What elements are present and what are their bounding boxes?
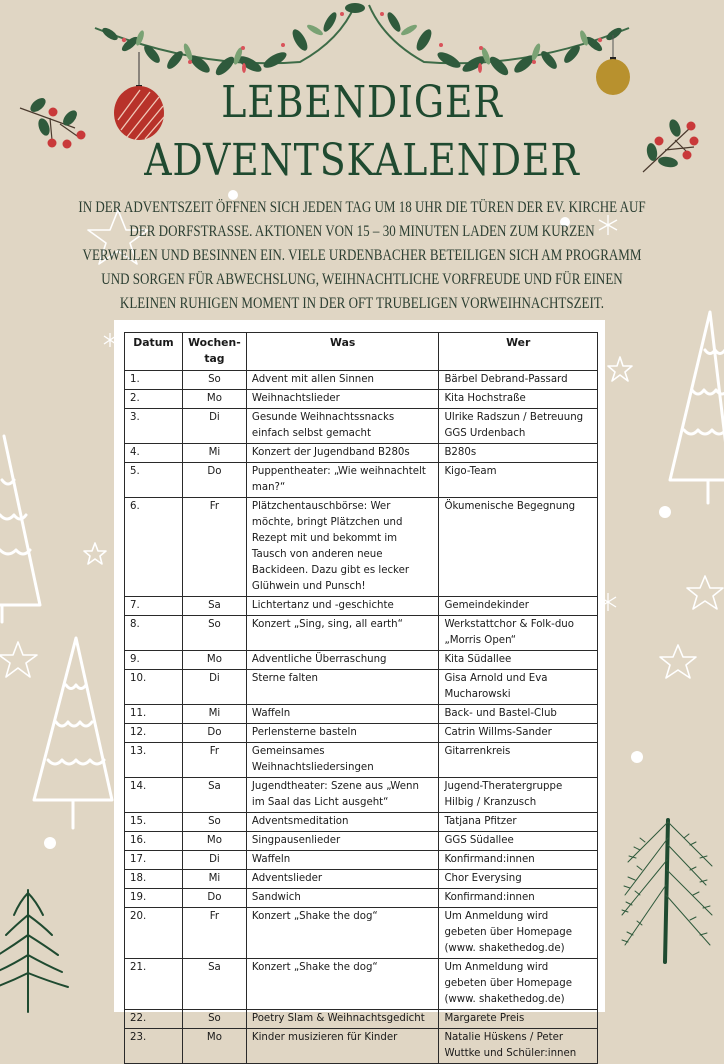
cell-wochentag: So (182, 616, 246, 651)
cell-wer: B280s (439, 444, 598, 463)
header-wochentag-line1: Wochen- (188, 336, 241, 349)
cell-was: Advent mit allen Sinnen (246, 371, 439, 390)
cell-wer: Kita Südallee (439, 651, 598, 670)
intro-line: VERWEILEN UND BESINNEN EIN. VIELE URDENBACHER BETEILIGEN SICH AM PROGRAMM (82, 247, 642, 264)
cell-wochentag: Sa (182, 778, 246, 813)
table-row (125, 498, 598, 597)
cell-datum: 8. (125, 616, 183, 651)
dot-icon (44, 837, 56, 849)
cell-wochentag: Mo (182, 651, 246, 670)
table-row (125, 371, 598, 390)
star-outline-icon (608, 357, 632, 381)
cell-wer: Bärbel Debrand-Passard (439, 371, 598, 390)
header-was: Was (246, 333, 439, 371)
tree-outline-icon (0, 436, 40, 622)
cell-was: Gesunde Weihnachtssnacks einfach selbst gemacht (246, 409, 439, 444)
cell-wer: Um Anmeldung wird gebeten über Homepage (www. shakethedog.de) (439, 959, 598, 1010)
intro-line: IN DER ADVENTSZEIT ÖFFNEN SICH JEDEN TAG UM 18 UHR DIE TÜREN DER EV. KIRCHE AUF (78, 199, 646, 216)
tree-outline-icon (34, 638, 112, 828)
cell-was: Sandwich (246, 889, 439, 908)
cell-wer: Gemeindekinder (439, 597, 598, 616)
cell-was: Puppentheater: „Wie weihnachtelt man?“ (246, 463, 439, 498)
cell-datum: 17. (125, 851, 183, 870)
cell-datum: 7. (125, 597, 183, 616)
cell-datum: 18. (125, 870, 183, 889)
table-row (125, 743, 598, 778)
header-wochentag (182, 333, 246, 371)
pine-tree-icon (0, 890, 68, 1012)
cell-datum: 5. (125, 463, 183, 498)
table-row (125, 778, 598, 813)
cell-wer: Konfirmand:innen (439, 889, 598, 908)
cell-wer: Back- und Bastel-Club (439, 705, 598, 724)
cell-datum: 2. (125, 390, 183, 409)
table-row (125, 813, 598, 832)
cell-wochentag: So (182, 1010, 246, 1029)
table-row (125, 651, 598, 670)
cell-wer: Chor Everysing (439, 870, 598, 889)
cell-was: Konzert „Shake the dog“ (246, 908, 439, 959)
cell-was: Waffeln (246, 705, 439, 724)
table-row (125, 908, 598, 959)
cell-wochentag: Mo (182, 832, 246, 851)
cell-wer: Tatjana Pfitzer (439, 813, 598, 832)
cell-was: Perlensterne basteln (246, 724, 439, 743)
cell-was: Jugendtheater: Szene aus „Wenn im Saal das Licht ausgeht“ (246, 778, 439, 813)
cell-datum: 20. (125, 908, 183, 959)
table-row (125, 1010, 598, 1029)
intro-paragraph (0, 196, 724, 316)
table-row (125, 390, 598, 409)
cell-was: Adventliche Überraschung (246, 651, 439, 670)
poster-title-line2: ADVENTSKALENDER (144, 135, 580, 186)
cell-wochentag: Mi (182, 444, 246, 463)
cell-wer: Gitarrenkreis (439, 743, 598, 778)
cell-wer: GGS Südallee (439, 832, 598, 851)
table-row (125, 832, 598, 851)
cell-datum: 12. (125, 724, 183, 743)
cell-wochentag: Di (182, 851, 246, 870)
header-wer: Wer (439, 333, 598, 371)
table-row (125, 705, 598, 724)
table-row (125, 463, 598, 498)
cell-datum: 14. (125, 778, 183, 813)
table-row (125, 870, 598, 889)
cell-was: Singpausenlieder (246, 832, 439, 851)
table-row (125, 444, 598, 463)
cell-wer: Ökumenische Begegnung (439, 498, 598, 597)
table-row (125, 959, 598, 1010)
cell-was: Sterne falten (246, 670, 439, 705)
cell-datum: 13. (125, 743, 183, 778)
garland-icon (95, 3, 629, 78)
cell-datum: 4. (125, 444, 183, 463)
cell-datum: 3. (125, 409, 183, 444)
calendar-table (124, 332, 598, 1064)
cell-wochentag: So (182, 813, 246, 832)
cell-was: Poetry Slam & Weihnachtsgedicht (246, 1010, 439, 1029)
cell-was: Weihnachtslieder (246, 390, 439, 409)
table-row (125, 889, 598, 908)
table-row (125, 670, 598, 705)
cell-wer: Um Anmeldung wird gebeten über Homepage (www. shakethedog.de) (439, 908, 598, 959)
cell-was: Waffeln (246, 851, 439, 870)
cell-was: Konzert „Shake the dog“ (246, 959, 439, 1010)
cell-was: Konzert der Jugendband B280s (246, 444, 439, 463)
table-row (125, 1029, 598, 1064)
star-outline-icon (660, 645, 696, 678)
cell-wochentag: Do (182, 463, 246, 498)
cell-wochentag: Sa (182, 959, 246, 1010)
header-datum: Datum (125, 333, 183, 371)
cell-wer: Jugend-Theratergruppe Hilbig / Kranzusch (439, 778, 598, 813)
cell-datum: 9. (125, 651, 183, 670)
cell-datum: 23. (125, 1029, 183, 1064)
tree-outline-icon (670, 312, 724, 503)
cell-wochentag: Mo (182, 390, 246, 409)
dot-icon (659, 506, 671, 518)
cell-wer: Gisa Arnold und Eva Mucharowski (439, 670, 598, 705)
cell-wer: Kita Hochstraße (439, 390, 598, 409)
star-outline-icon (687, 576, 723, 609)
cell-wer: Natalie Hüskens / Peter Wuttke und Schüler:innen (439, 1029, 598, 1064)
dot-icon (631, 751, 643, 763)
cell-wochentag: Do (182, 724, 246, 743)
intro-line: UND SORGEN FÜR ABWECHSLUNG, WEIHNACHTLICHE VORFREUDE UND FÜR EINEN (101, 271, 623, 288)
cell-datum: 22. (125, 1010, 183, 1029)
table-row (125, 597, 598, 616)
cell-wochentag: Mo (182, 1029, 246, 1064)
cell-wochentag: Di (182, 670, 246, 705)
cell-wochentag: Mi (182, 705, 246, 724)
cell-wochentag: Do (182, 889, 246, 908)
cell-wer: Werkstattchor & Folk-duo „Morris Open“ (439, 616, 598, 651)
cell-datum: 16. (125, 832, 183, 851)
cell-wer: Catrin Willms-Sander (439, 724, 598, 743)
header-wochentag-line2: tag (204, 352, 225, 365)
intro-line: KLEINEN RUHIGEN MOMENT IN DER OFT TRUBELIGEN VORWEIHNACHTSZEIT. (119, 295, 605, 312)
table-row (125, 616, 598, 651)
cell-datum: 15. (125, 813, 183, 832)
star-outline-icon (0, 642, 37, 677)
pine-tree-icon (622, 820, 712, 962)
cell-wer: Kigo-Team (439, 463, 598, 498)
star-outline-icon (84, 543, 106, 564)
cell-datum: 21. (125, 959, 183, 1010)
cell-wer: Ulrike Radszun / Betreuung GGS Urdenbach (439, 409, 598, 444)
cell-wer: Margarete Preis (439, 1010, 598, 1029)
table-row (125, 409, 598, 444)
cell-wochentag: Sa (182, 597, 246, 616)
cell-was: Kinder musizieren für Kinder (246, 1029, 439, 1064)
cell-wochentag: Fr (182, 908, 246, 959)
cell-was: Lichtertanz und -geschichte (246, 597, 439, 616)
cell-wochentag: Di (182, 409, 246, 444)
cell-wochentag: Fr (182, 743, 246, 778)
cell-datum: 1. (125, 371, 183, 390)
cell-wochentag: Fr (182, 498, 246, 597)
table-header-row (125, 333, 598, 371)
cell-datum: 11. (125, 705, 183, 724)
cell-datum: 6. (125, 498, 183, 597)
cell-was: Plätzchentauschbörse: Wer möchte, bringt Plätzchen und Rezept mit und bekommt im Tausch von anderen neue Backideen. Dazu gibt es lecker Glühwein und Punsch! (246, 498, 439, 597)
cell-wer: Konfirmand:innen (439, 851, 598, 870)
cell-was: Gemeinsames Weihnachtsliedersingen (246, 743, 439, 778)
cell-datum: 19. (125, 889, 183, 908)
cell-was: Adventslieder (246, 870, 439, 889)
table-row (125, 724, 598, 743)
poster-title-line1: LEBENDIGER (221, 77, 503, 128)
cell-datum: 10. (125, 670, 183, 705)
intro-line: DER DORFSTRASSE. AKTIONEN VON 15 – 30 MINUTEN LADEN ZUM KURZEN (129, 223, 595, 240)
cell-wochentag: So (182, 371, 246, 390)
table-row (125, 851, 598, 870)
cell-was: Adventsmeditation (246, 813, 439, 832)
cell-was: Konzert „Sing, sing, all earth“ (246, 616, 439, 651)
cell-wochentag: Mi (182, 870, 246, 889)
